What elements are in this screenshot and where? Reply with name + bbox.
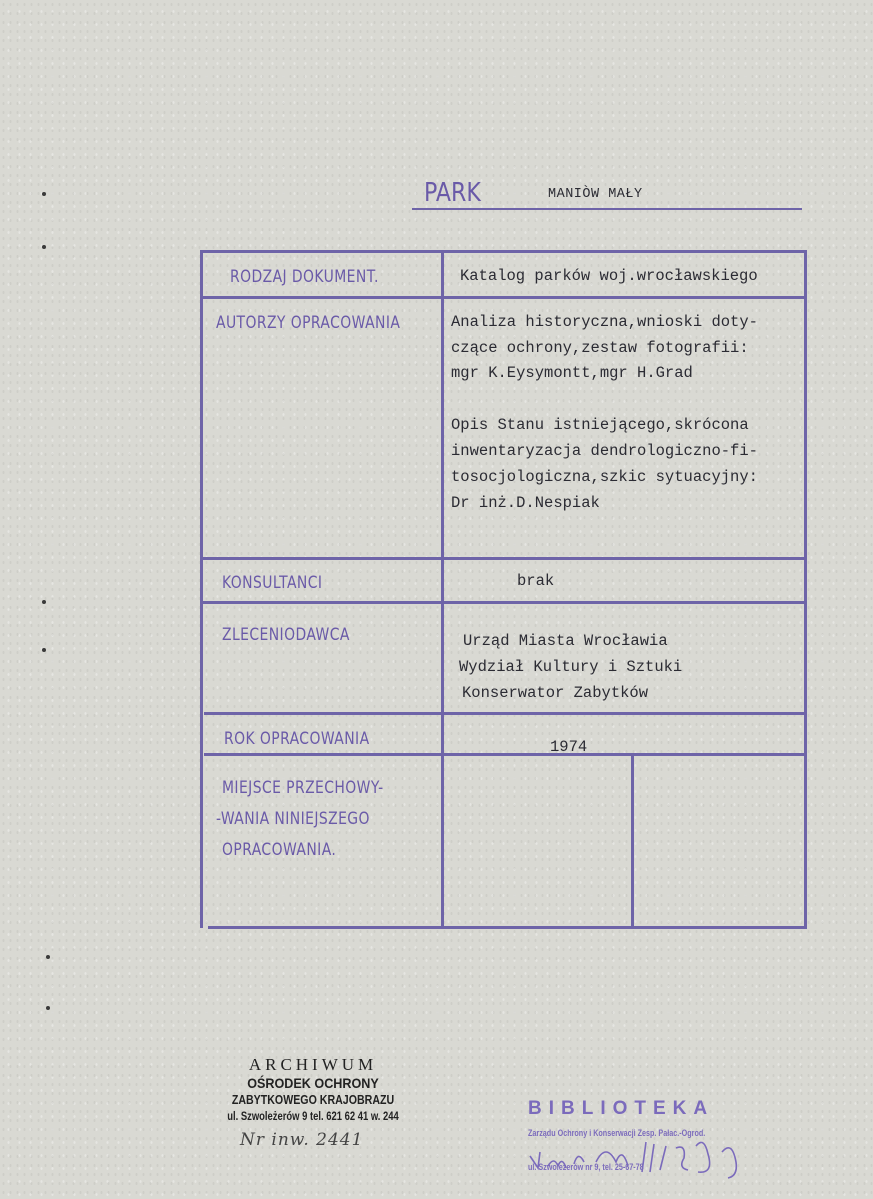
value-authors-line: czące ochrony,zestaw fotografii: [451,339,749,357]
value-document-type: Katalog parków woj.wrocławskiego [460,267,758,285]
form-column-divider [441,250,444,928]
value-authors-line: tosocjologiczna,szkic sytuacyjny: [451,468,758,486]
label-storage-place: MIEJSCE PRZECHOWY- [222,778,384,798]
value-consultants: brak [517,572,555,590]
library-stamp-signature [526,1122,766,1182]
margin-hole [46,1006,50,1010]
header-underline [412,208,802,210]
value-commissioner-line: Konserwator Zabytków [462,684,649,702]
margin-hole [42,245,46,249]
storage-cell-divider [631,753,634,928]
margin-hole [42,192,46,196]
value-authors-line: Analiza historyczna,wnioski doty- [451,313,758,331]
margin-hole [46,955,50,959]
label-year: ROK OPRACOWANIA [224,729,370,749]
value-authors-line: Dr inż.D.Nespiak [451,494,600,512]
form-border-top [200,250,807,253]
library-stamp-title: BIBLIOTEKA [528,1098,715,1119]
label-document-type: RODZAJ DOKUMENT. [230,267,379,287]
archive-address: ul. Szwoleżerów 9 tel. 621 62 41 w. 244 [227,1111,399,1123]
margin-hole [42,648,46,652]
label-authors: AUTORZY OPRACOWANIA [216,313,401,333]
park-heading: PARK [424,178,481,208]
value-year: 1974 [550,738,588,756]
label-storage-place: OPRACOWANIA. [222,840,337,860]
value-commissioner-line: Wydział Kultury i Sztuki [459,658,683,676]
library-stamp-line: Zarządu Ochrony i Konserwacji Zesp. Pałac.-Ogrod. [528,1128,706,1138]
label-storage-place: -WANIA NINIEJSZEGO [216,809,370,829]
label-consultants: KONSULTANCI [222,573,323,593]
library-stamp-line: ul. Szwoleżerów nr 9, tel. 25-67-78 [528,1162,644,1172]
archive-stamp [208,1055,418,1126]
document-form [200,250,807,930]
form-row-divider [200,601,807,604]
form-row-divider [204,712,807,715]
archive-line: ZABYTKOWEGO KRAJOBRAZU [231,1093,395,1107]
label-commissioner: ZLECENIODAWCA [222,625,350,645]
form-border-bottom [208,926,807,929]
place-name: MANIÒW MAŁY [548,187,643,202]
form-border-left [200,250,203,928]
archive-title: ARCHIWUM [248,1055,378,1074]
library-stamp [526,1092,766,1187]
value-authors-line: Opis Stanu istniejącego,skrócona [451,416,749,434]
form-border-right [804,250,807,928]
value-commissioner-line: Urząd Miasta Wrocławia [463,632,668,650]
archive-line: OŚRODEK OCHRONY [247,1075,379,1091]
value-authors-line: mgr K.Eysymontt,mgr H.Grad [451,364,693,382]
handwritten-inventory-number: Nr inw. 2441 [240,1130,364,1150]
form-row-divider [200,557,807,560]
margin-hole [42,600,46,604]
form-row-divider [200,296,807,299]
value-authors-line: inwentaryzacja dendrologiczno-fi- [451,442,758,460]
